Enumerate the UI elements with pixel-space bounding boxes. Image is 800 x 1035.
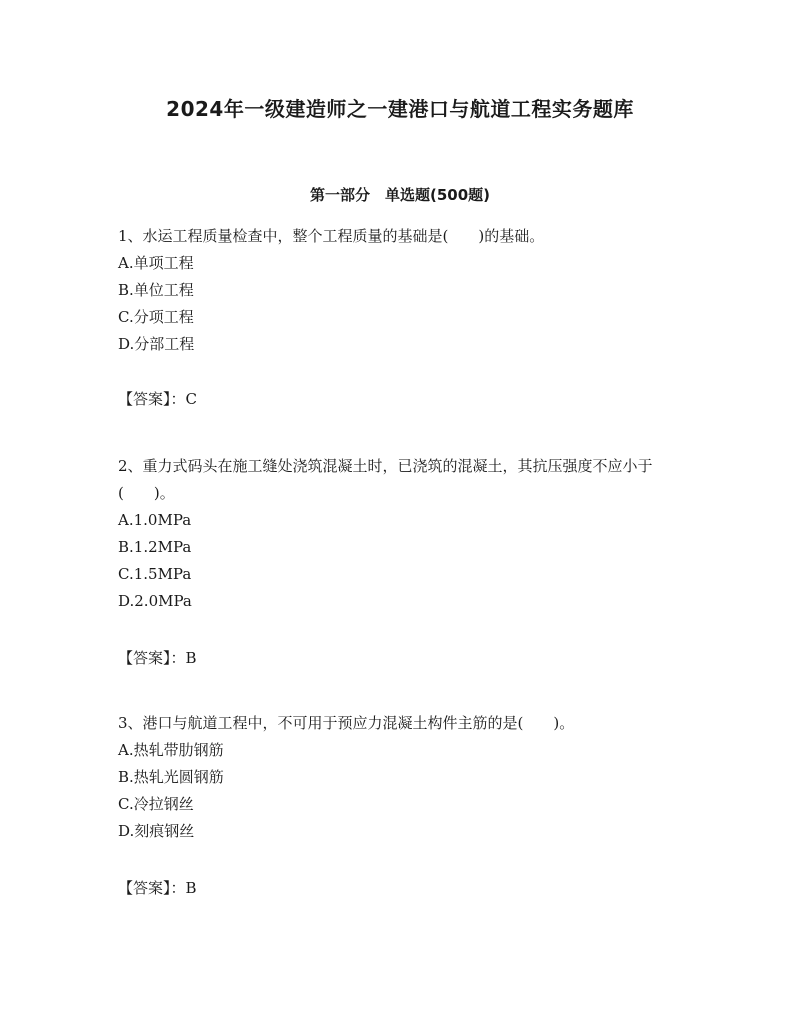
- question-2: [118, 453, 688, 615]
- question-1: [118, 223, 688, 358]
- question-stem: 1、水运工程质量检查中，整个工程质量的基础是( )的基础。: [118, 227, 545, 245]
- question-stem: 3、港口与航道工程中，不可用于预应力混凝土构件主筋的是( )。: [118, 714, 575, 732]
- option-c: C.1.5MPa: [118, 565, 192, 583]
- option-d: D.2.0MPa: [118, 592, 192, 610]
- option-b: B.1.2MPa: [118, 538, 192, 556]
- option-a: A.热轧带肋钢筋: [118, 741, 224, 759]
- answer-1: 【答案】：C: [118, 390, 197, 408]
- option-c: C.分项工程: [118, 308, 194, 326]
- answer-2: 【答案】：B: [118, 649, 197, 667]
- question-3: [118, 710, 688, 845]
- option-a: A.单项工程: [118, 254, 194, 272]
- answer-3: 【答案】：B: [118, 879, 197, 897]
- option-d: D.刻痕钢丝: [118, 822, 195, 840]
- option-b: B.单位工程: [118, 281, 194, 299]
- option-d: D.分部工程: [118, 335, 195, 353]
- option-a: A.1.0MPa: [118, 511, 192, 529]
- page-title: 2024年一级建造师之一建港口与航道工程实务题库: [166, 97, 634, 121]
- section-title: 第一部分 单选题(500题): [309, 186, 491, 204]
- option-b: B.热轧光圆钢筋: [118, 768, 224, 786]
- option-c: C.冷拉钢丝: [118, 795, 194, 813]
- question-stem: 2、重力式码头在施工缝处浇筑混凝土时，已浇筑的混凝土，其抗压强度不应小于( )。: [118, 457, 653, 502]
